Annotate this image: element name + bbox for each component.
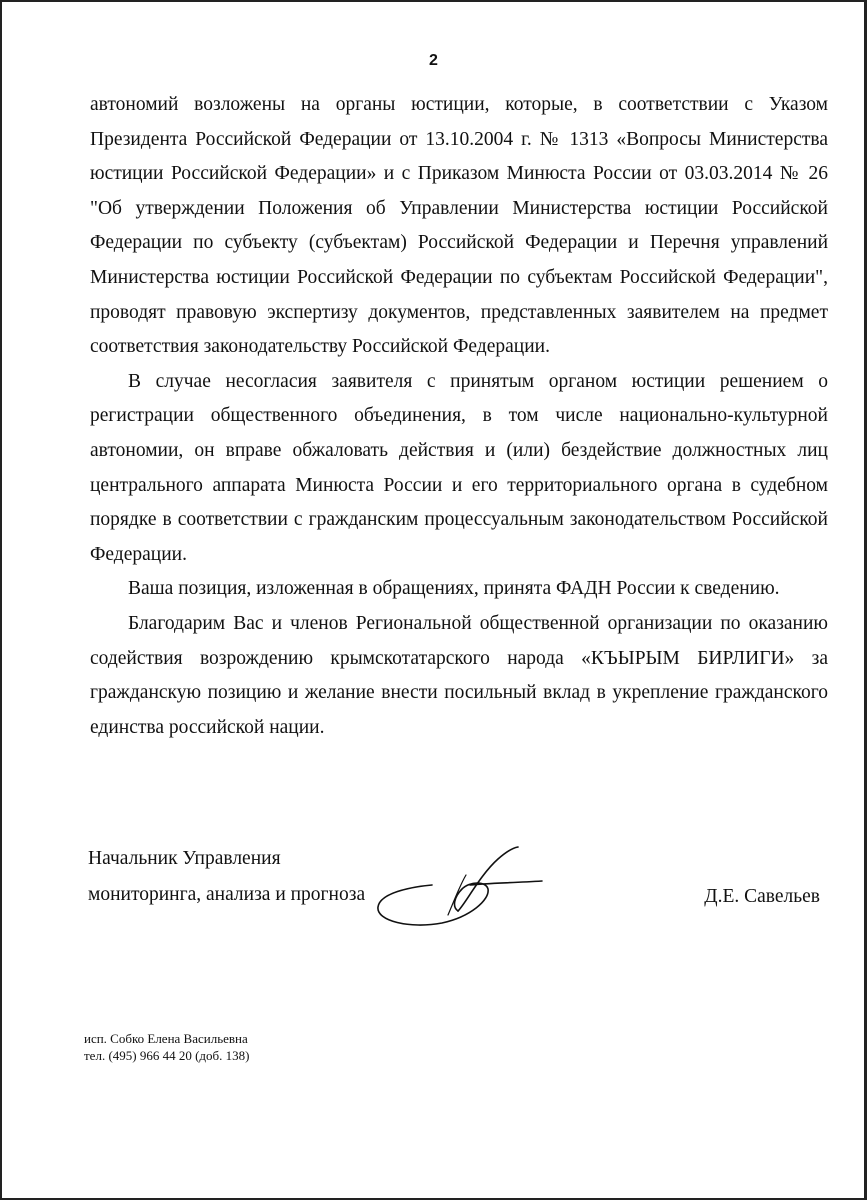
paragraph-4: Благодарим Вас и членов Региональной общественной организации по оказанию содействия возрождению крымскотатарского народа «КЪЫРЫМ БИРЛИГИ» за гражданскую позицию и желание внести посильный вклад в укрепление гражданского единства российской нации.	[90, 612, 828, 738]
scan-border-left	[0, 0, 2, 1200]
signatory-title-line-1: Начальник Управления	[88, 848, 281, 869]
executor-phone: тел. (495) 966 44 20 (доб. 138)	[84, 1048, 250, 1063]
paragraph-1: автономий возложены на органы юстиции, которые, в соответствии с Указом Президента Российской Федерации от 13.10.2004 г. № 1313 «Вопросы Министерства юстиции Российской Федерации» и с Приказом Минюста России от 03.03.2014 № 26 "Об утверждении Положения об Управлении Министерства юстиции Российской Федерации по субъекту (субъектам) Российской Федерации и Перечня управлений Министерства юстиции Российской Федерации по субъектам Российской Федерации", проводят правовую экспертизу документов, представленных заявителем на предмет соответствия законодательству Российской Федерации.	[90, 94, 828, 358]
page-number: 2	[429, 52, 438, 69]
signatory-name: Д.Е. Савельев	[704, 886, 820, 907]
letter-body	[90, 88, 828, 745]
executor-info	[84, 1030, 249, 1064]
executor-name: исп. Собко Елена Васильевна	[84, 1031, 248, 1046]
signatory-title-line-2: мониторинга, анализа и прогноза	[88, 884, 366, 905]
paragraph-2: В случае несогласия заявителя с принятым органом юстиции решением о регистрации общественного объединения, в том числе национально-культурной автономии, он вправе обжаловать действия и (или) бездействие должностных лиц центрального аппарата Минюста России и его территориального органа в судебном порядке в соответствии с гражданским процессуальным законодательством Российской Федерации.	[90, 370, 828, 565]
handwritten-signature	[370, 845, 550, 935]
scan-border-top	[0, 0, 867, 2]
paragraph-3: Ваша позиция, изложенная в обращениях, принята ФАДН России к сведению.	[128, 578, 780, 600]
